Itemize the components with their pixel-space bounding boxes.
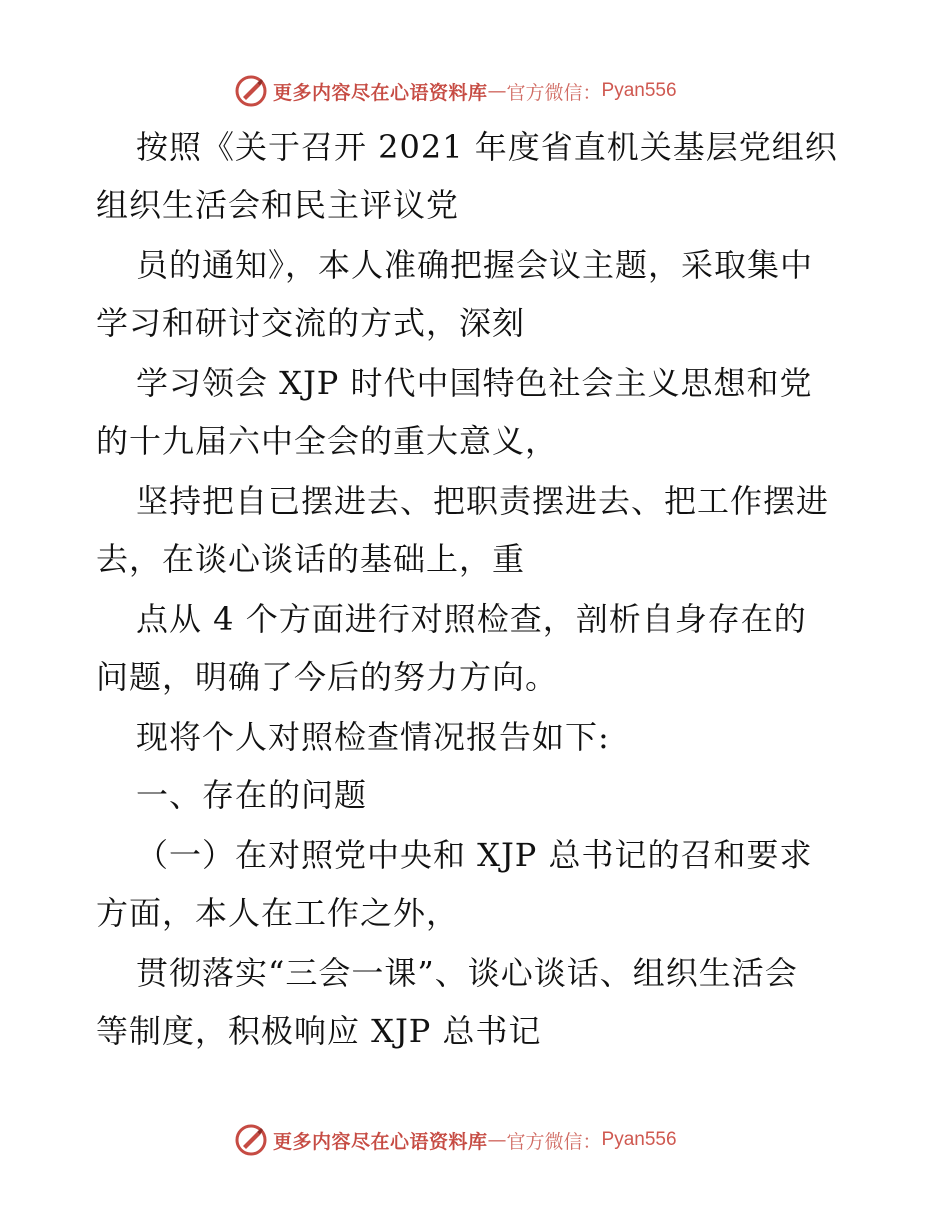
pen-logo-icon [233,1122,269,1158]
text-line: 问题，明确了今后的努力方向。 [96,658,559,696]
watermark-account: Pyan556 [601,80,677,101]
text-line: 学习和研讨交流的方式，深刻 [96,304,526,342]
text-line: 等制度，积极响应 XJP 总书记 [96,1012,542,1050]
watermark-account: Pyan556 [601,1129,677,1150]
text-line: 学习领会 XJP 时代中国特色社会主义思想和党 [136,364,813,402]
pen-logo-icon [233,73,269,109]
text-line: 坚持把自已摆进去、把职责摆进去、把工作摆进 [136,482,830,520]
watermark-separator: — [487,1129,507,1151]
text-line: 按照《关于召开 2021 年度省直机关基层党组织 [136,128,838,166]
watermark-brand: 更多内容尽在心语资料库 [273,81,488,104]
text-line: 现将个人对照检查情况报告如下: [136,718,610,756]
watermark-separator: — [487,80,507,102]
watermark-channel: 官方微信： [506,81,602,104]
text-line: 贯彻落实“三会一课”、谈心谈话、组织生活会 [136,954,798,992]
text-line: 的十九届六中全会的重大意义， [96,422,559,460]
text-line: 员的通知》，本人准确把握会议主题，采取集中 [136,246,814,284]
watermark-channel: 官方微信： [506,1130,602,1153]
watermark-brand: 更多内容尽在心语资料库 [273,1130,488,1153]
text-line: 去，在谈心谈话的基础上，重 [96,540,526,578]
text-line: 方面，本人在工作之外， [96,894,460,932]
watermark-header [233,71,677,111]
text-line: 点从 4 个方面进行对照检查，剖析自身存在的 [136,600,807,638]
section-heading: 一、存在的问题 [136,776,368,814]
text-line: 组织生活会和民主评议党 [96,186,460,224]
watermark-footer [233,1120,677,1160]
subsection-heading: （一）在对照党中央和 XJP 总书记的召和要求 [136,836,813,874]
